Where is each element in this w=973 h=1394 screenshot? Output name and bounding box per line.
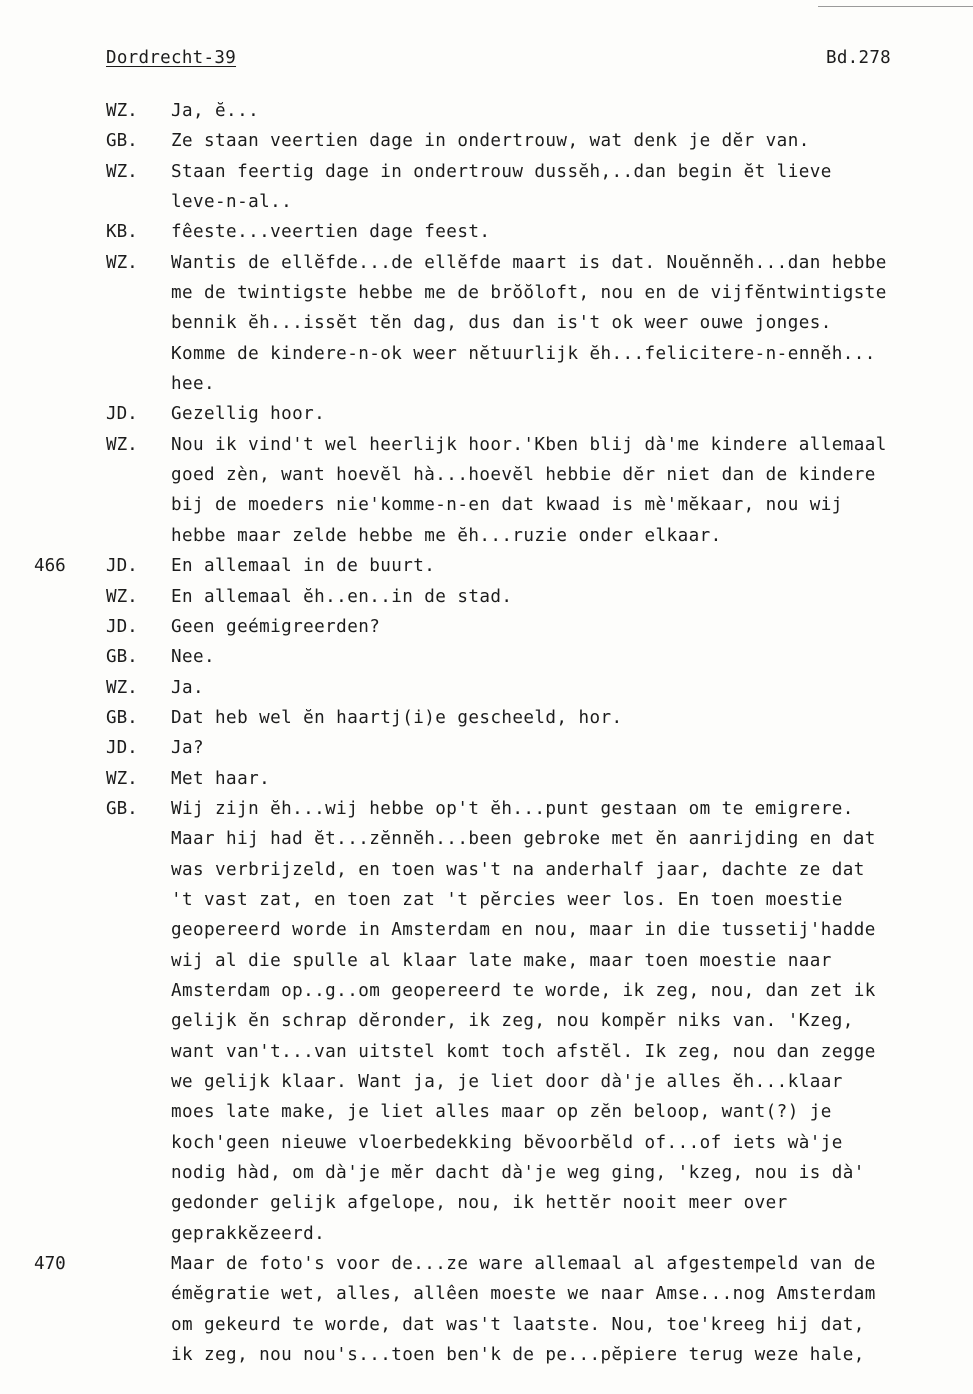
transcript-line — [0, 642, 973, 672]
line-text: 't vast zat, en toen zat 't pĕrcies weer los. En toen moestie — [171, 889, 843, 910]
line-text: leve-n-al.. — [171, 192, 293, 213]
transcript-line — [0, 1279, 973, 1309]
transcript-line — [0, 187, 973, 217]
transcript-line — [0, 399, 973, 429]
transcript-line — [0, 278, 973, 308]
speaker-label: GB. — [106, 131, 138, 152]
line-text: ik zeg, nou nou's...toen ben'k de pe...pĕpiere terug weze hale, — [171, 1345, 865, 1366]
transcript-line — [0, 885, 973, 915]
transcript-line — [0, 248, 973, 278]
transcript-line — [0, 1067, 973, 1097]
line-text: we gelijk klaar. Want ja, je liet door dà'je alles ĕh...klaar — [171, 1072, 843, 1092]
transcript-line — [0, 1219, 973, 1249]
transcript-line — [0, 521, 973, 551]
transcript-line — [0, 733, 973, 763]
line-text: Maar de foto's voor de...ze ware allemaal al afgestempeld van de — [171, 1254, 876, 1275]
line-text: Ja. — [171, 677, 205, 698]
line-text: Wij zijn ĕh...wij hebbe op't ĕh...punt gestaan om te emigrere. — [171, 798, 854, 819]
line-text: was verbrijzeld, en toen was't na anderhalf jaar, dachte ze dat — [171, 859, 865, 880]
transcript-line — [0, 612, 973, 642]
speaker-label: WZ. — [106, 768, 138, 789]
transcript-line — [0, 1340, 973, 1370]
transcript-line — [0, 339, 973, 369]
speaker-label: WZ. — [106, 101, 138, 121]
transcript-line — [0, 430, 973, 460]
line-number: 470 — [34, 1254, 66, 1275]
line-text: Nee. — [171, 647, 216, 668]
speaker-label: WZ. — [106, 677, 138, 698]
transcript-line — [0, 855, 973, 885]
line-text: bennik ĕh...issĕt tĕn dag, dus dan is't ok weer ouwe jonges. — [171, 313, 832, 334]
transcript-line — [0, 369, 973, 399]
transcript-line — [0, 1097, 973, 1127]
line-text: émĕgratie wet, alles, allêen moeste we naar Amse...nog Amsterdam — [171, 1284, 876, 1305]
transcript-line — [0, 157, 973, 187]
line-text: om gekeurd te worde, dat was't laatste. Nou, toe'kreeg hij dat, — [171, 1314, 865, 1335]
line-text: Komme de kindere-n-ok weer nĕtuurlijk ĕh...felicitere-n-ennĕh... — [171, 343, 876, 364]
line-text: gedonder gelijk afgelope, nou, ik hettĕr nooit meer over — [171, 1193, 788, 1214]
line-text: Ja? — [171, 738, 205, 759]
line-text: Wantis de ellĕfde...de ellĕfde maart is dat. Nouĕnnĕh...dan hebbe — [171, 252, 887, 273]
line-text: Dat heb wel ĕn haartj(i)e gescheeld, hor. — [171, 707, 623, 728]
transcript-line — [0, 96, 973, 126]
line-text: Amsterdam op..g..om geopereerd te worde, ik zeg, nou, dan zet ik — [171, 980, 876, 1001]
speaker-label: JD. — [106, 404, 138, 425]
transcript-line — [0, 764, 973, 794]
transcript-line — [0, 460, 973, 490]
line-text: hee. — [171, 374, 216, 395]
transcript-line — [0, 126, 973, 156]
speaker-label: WZ. — [106, 586, 138, 607]
line-text: En allemaal ĕh..en..in de stad. — [171, 586, 513, 607]
line-text: Geen geémigreerden? — [171, 616, 381, 637]
line-text: goed zèn, want hoevĕl hà...hoevĕl hebbie dĕr niet dan de kindere — [171, 465, 876, 486]
line-text: me de twintigste hebbe me de brŏŏloft, nou en de vijfĕntwintigste — [171, 283, 887, 304]
line-text: geopereerd worde in Amsterdam en nou, maar in die tussetij'hadde — [171, 920, 876, 941]
line-text: Met haar. — [171, 768, 271, 789]
transcript-line — [0, 1128, 973, 1158]
line-text: Gezellig hoor. — [171, 404, 326, 425]
top-rule — [818, 6, 973, 7]
speaker-label: JD. — [106, 616, 138, 637]
transcript — [0, 96, 973, 1370]
transcript-line — [0, 824, 973, 854]
transcript-line — [0, 551, 973, 581]
header-page-ref: Bd.278 — [826, 48, 892, 68]
line-text: want van't...van uitstel komt toch afstĕl. Ik zeg, nou dan zegge — [171, 1041, 876, 1062]
speaker-label: WZ. — [106, 252, 138, 273]
line-text: moes late make, je liet alles maar op zĕn beloop, want(?) je — [171, 1102, 832, 1123]
line-text: gelijk ĕn schrap dĕronder, ik zeg, nou kompĕr niks van. 'Kzeg, — [171, 1011, 854, 1032]
speaker-label: JD. — [106, 556, 138, 577]
speaker-label: GB. — [106, 798, 138, 819]
line-text: wij al die spulle al klaar late make, maar toen moestie naar — [171, 950, 832, 971]
transcript-line — [0, 1249, 973, 1279]
transcript-line — [0, 673, 973, 703]
line-text: Staan feertig dage in ondertrouw dussĕh,..dan begin ĕt lieve — [171, 161, 832, 182]
speaker-label: GB. — [106, 647, 138, 668]
transcript-line — [0, 703, 973, 733]
line-text: Nou ik vind't wel heerlijk hoor.'Kben blij dà'me kindere allemaal — [171, 434, 887, 455]
line-text: nodig hàd, om dà'je mĕr dacht dà'je weg ging, 'kzeg, nou is dà' — [171, 1163, 865, 1184]
transcript-line — [0, 490, 973, 520]
transcript-line — [0, 794, 973, 824]
transcript-line — [0, 1188, 973, 1218]
speaker-label: GB. — [106, 707, 138, 728]
line-text: fêeste...veertien dage feest. — [171, 222, 491, 243]
line-text: Ja, ĕ... — [171, 101, 260, 121]
line-text: geprakkĕzeerd. — [171, 1223, 326, 1244]
line-text: hebbe maar zelde hebbe me ĕh...ruzie onder elkaar. — [171, 525, 722, 546]
line-text: koch'geen nieuwe vloerbedekking bĕvoorbĕld of...of iets wà'je — [171, 1132, 843, 1153]
transcript-line — [0, 946, 973, 976]
line-number: 466 — [34, 556, 66, 577]
speaker-label: WZ. — [106, 161, 138, 182]
speaker-label: JD. — [106, 738, 138, 759]
header-title: Dordrecht-39 — [106, 48, 237, 68]
transcript-line — [0, 976, 973, 1006]
transcript-line — [0, 1158, 973, 1188]
line-text: Maar hij had ĕt...zĕnnĕh...been gebroke met ĕn aanrijding en dat — [171, 829, 876, 850]
speaker-label: WZ. — [106, 434, 138, 455]
speaker-label: KB. — [106, 222, 138, 243]
transcript-line — [0, 915, 973, 945]
transcript-line — [0, 1037, 973, 1067]
transcript-line — [0, 1006, 973, 1036]
transcript-line — [0, 1310, 973, 1340]
line-text: En allemaal in de buurt. — [171, 556, 436, 577]
line-text: Ze staan veertien dage in ondertrouw, wat denk je dĕr van. — [171, 131, 810, 152]
transcript-line — [0, 217, 973, 247]
transcript-line — [0, 308, 973, 338]
line-text: bij de moeders nie'komme-n-en dat kwaad is mè'mĕkaar, nou wij — [171, 495, 843, 516]
transcript-line — [0, 582, 973, 612]
